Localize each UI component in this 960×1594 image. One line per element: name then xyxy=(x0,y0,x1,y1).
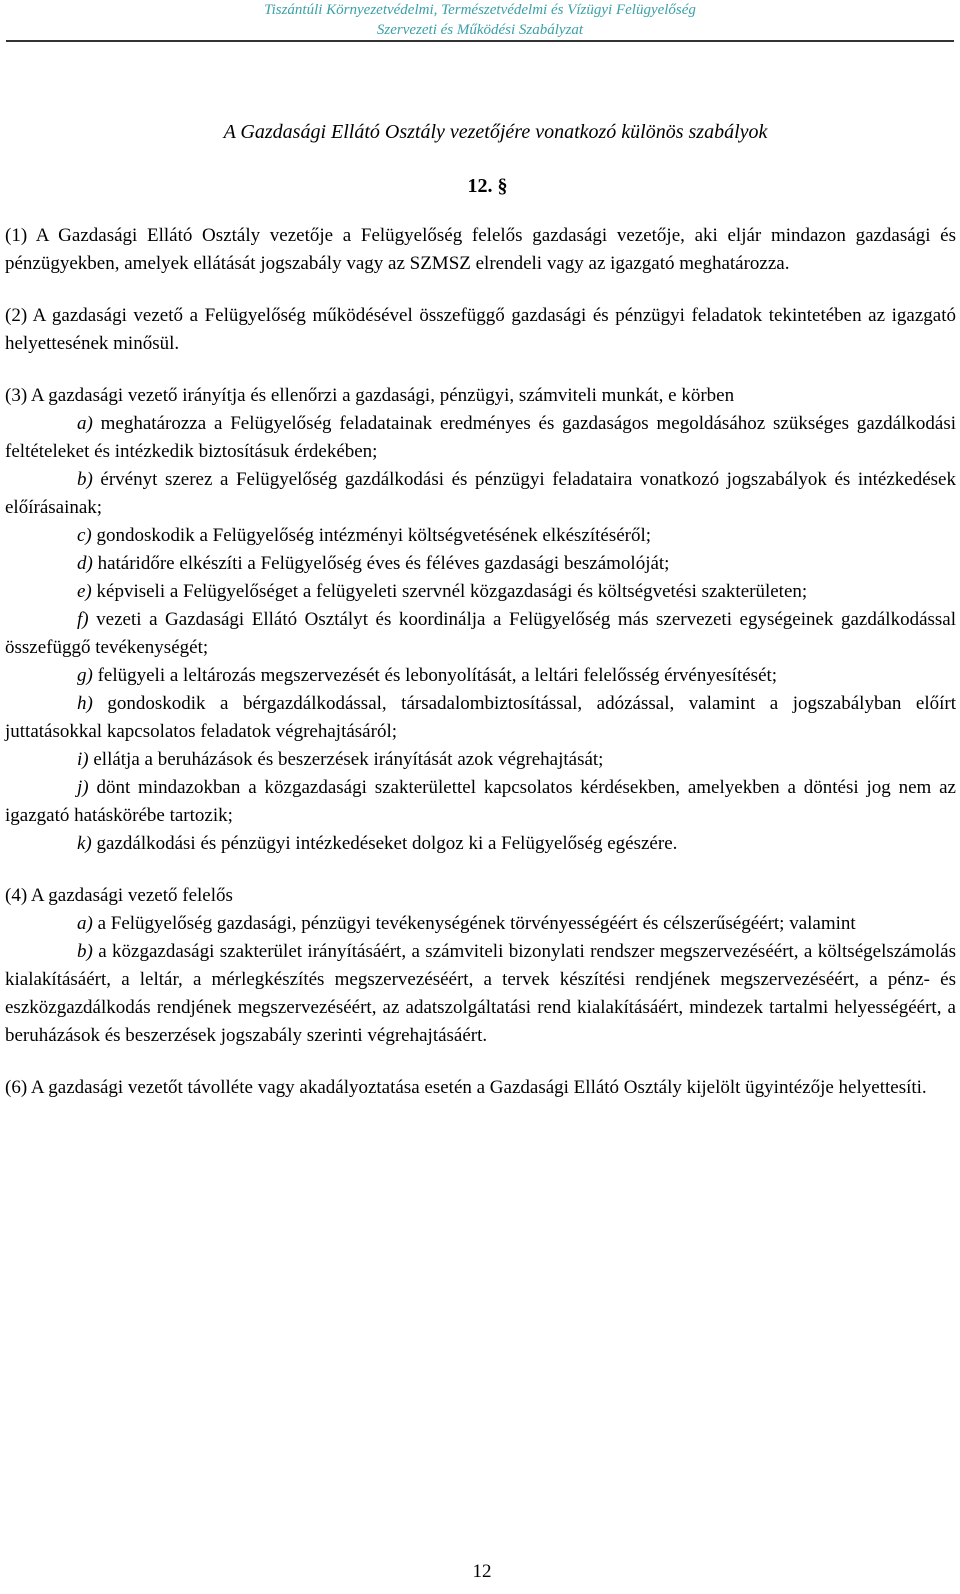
list-item-text: felügyeli a leltározás megszervezését és lebonyolítását, a leltári felelősség érvényesítését; xyxy=(92,665,778,686)
list-item-text: érvényt szerez a Felügyelőség gazdálkodási és pénzügyi feladataira vonatkozó jogszabályok és intézkedések előírásainak; xyxy=(5,469,956,518)
paragraph-6: (6) A gazdasági vezetőt távolléte vagy akadályoztatása esetén a Gazdasági Ellátó Osztály kijelölt ügyintézője helyettesíti. xyxy=(5,1077,927,1098)
list-item-text: gondoskodik a bérgazdálkodással, társadalombiztosítással, adózással, valamint a jogszabályban előírt juttatásokkal kapcsolatos feladatok végrehajtásáról; xyxy=(5,693,956,742)
paragraph-4 xyxy=(5,882,956,1050)
list-item-text: a közgazdasági szakterület irányításáért, a számviteli bizonylati rendszer megszervezéséért, a költségelszámolás kialakításáért, a leltár, a mérlegkészítés megszervezéséért, a tervek készítési rendjének megszervezéséért, a pénz- és eszközgazdálkodás rendjének megszervezéséért, az adatszolgáltatási rend kialakításáért, mindezek tartalmi helyességéért, a beruházások és beszerzések jogszabály szerinti végrehajtásáért. xyxy=(5,941,956,1046)
header-line-2: Szervezeti és Működési Szabályzat xyxy=(376,22,584,38)
paragraph-4-list xyxy=(5,910,956,1050)
list-item xyxy=(5,606,956,662)
list-item-label: i) xyxy=(77,749,89,770)
list-item xyxy=(5,830,956,858)
list-item-text: határidőre elkészíti a Felügyelőség éves és féléves gazdasági beszámolóját; xyxy=(92,553,670,574)
list-item-label: a) xyxy=(77,913,93,934)
list-item-label: j) xyxy=(77,777,89,798)
list-item-text: ellátja a beruházások és beszerzések irányítását azok végrehajtását; xyxy=(88,749,604,770)
list-item-label: k) xyxy=(77,833,92,854)
list-item xyxy=(5,690,956,746)
list-item xyxy=(5,774,956,830)
list-item-text: vezeti a Gazdasági Ellátó Osztályt és koordinálja a Felügyelőség más szervezeti egységeinek gazdálkodással összefüggő tevékenységét; xyxy=(5,609,956,658)
list-item-text: képviseli a Felügyelőséget a felügyeleti szervnél közgazdasági és költségvetési szakterületen; xyxy=(91,581,808,602)
document-body xyxy=(5,118,956,1126)
list-item-label: f) xyxy=(77,609,89,630)
paragraph-3 xyxy=(5,382,956,858)
list-item xyxy=(5,410,956,466)
list-item-label: e) xyxy=(77,581,92,602)
section-number: 12. § xyxy=(467,175,508,197)
list-item-label: c) xyxy=(77,525,92,546)
list-item-label: h) xyxy=(77,693,93,714)
list-item xyxy=(5,550,956,578)
paragraph-3-list xyxy=(5,410,956,858)
page-number: 12 xyxy=(472,1561,492,1582)
header-line-1: Tiszántúli Környezetvédelmi, Természetvédelmi és Vízügyi Felügyelőség xyxy=(264,2,696,18)
list-item xyxy=(5,910,956,938)
list-item-text: dönt mindazokban a közgazdasági szakterülettel kapcsolatos kérdésekben, amelyekben a döntési jog nem az igazgató hatáskörébe tartozik; xyxy=(5,777,956,826)
list-item xyxy=(5,746,956,774)
paragraph-1: (1) A Gazdasági Ellátó Osztály vezetője a Felügyelőség felelős gazdasági vezetője, aki eljár mindazon gazdasági és pénzügyekben, amelyek ellátását jogszabály vagy az SZMSZ elrendeli vagy az igazgató meghatározza. xyxy=(5,225,956,274)
list-item-label: b) xyxy=(77,941,93,962)
paragraph-4-lead: (4) A gazdasági vezető felelős xyxy=(5,885,233,906)
list-item-label: d) xyxy=(77,553,93,574)
list-item xyxy=(5,662,956,690)
list-item xyxy=(5,522,956,550)
list-item-label: b) xyxy=(77,469,93,490)
list-item-label: g) xyxy=(77,665,93,686)
paragraph-2: (2) A gazdasági vezető a Felügyelőség működésével összefüggő gazdasági és pénzügyi feladatok tekintetében az igazgató helyettesének minősül. xyxy=(5,305,956,354)
header-divider xyxy=(6,40,954,42)
list-item xyxy=(5,578,956,606)
section-heading: A Gazdasági Ellátó Osztály vezetőjére vonatkozó különös szabályok xyxy=(223,121,768,143)
list-item xyxy=(5,466,956,522)
list-item-text: gondoskodik a Felügyelőség intézményi költségvetésének elkészítéséről; xyxy=(91,525,652,546)
running-header xyxy=(0,0,960,40)
list-item-text: gazdálkodási és pénzügyi intézkedéseket dolgoz ki a Felügyelőség egészére. xyxy=(91,833,678,854)
list-item-text: meghatározza a Felügyelőség feladatainak eredményes és gazdaságos megoldásához szükséges gazdálkodási feltételeket és intézkedik biztosításuk érdekében; xyxy=(5,413,956,462)
list-item-text: a Felügyelőség gazdasági, pénzügyi tevékenységének törvényességéért és célszerűségéért; valamint xyxy=(92,913,856,934)
list-item xyxy=(5,938,956,1050)
list-item-label: a) xyxy=(77,413,93,434)
paragraph-3-lead: (3) A gazdasági vezető irányítja és ellenőrzi a gazdasági, pénzügyi, számviteli munkát, e körben xyxy=(5,385,735,406)
